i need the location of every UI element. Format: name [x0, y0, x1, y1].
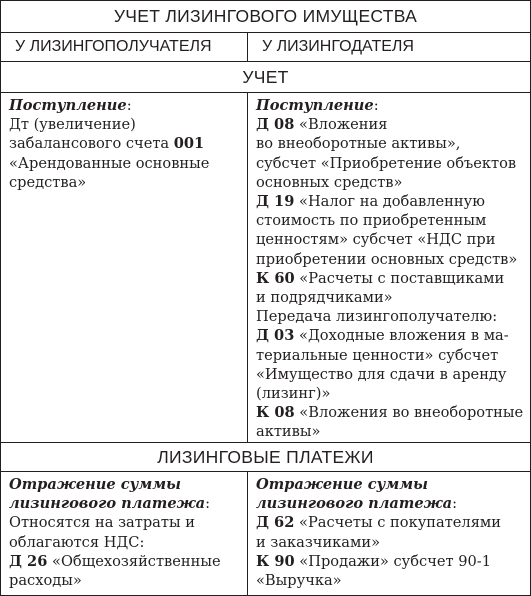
entry-line: субсчет «Приобретение объектов — [256, 154, 517, 172]
lessor-receipt-cell — [248, 93, 530, 442]
column-header-lessor: У ЛИЗИНГОДАТЕЛЯ — [262, 38, 414, 55]
entry-line: Передача лизингополучателю: — [256, 308, 498, 326]
section-payments-heading: ЛИЗИНГОВЫЕ ПЛАТЕЖИ — [1, 443, 530, 472]
section-accounting-heading: УЧЕТ — [1, 62, 530, 93]
section-payments-body — [1, 472, 530, 595]
cell-heading: Поступление: — [9, 97, 132, 114]
entry-lines — [256, 513, 530, 590]
cell-heading-line1: Отражение суммы — [9, 476, 181, 493]
entry-line: средства» — [9, 173, 87, 191]
entry-line: приобретении основных средств» — [256, 250, 518, 268]
entry-line: «Выручка» — [256, 572, 342, 590]
column-header-lessee: У ЛИЗИНГОПОЛУЧАТЕЛЯ — [15, 38, 212, 55]
entry-line: стоимость по приобретенным — [256, 212, 487, 230]
section-accounting-body — [1, 93, 530, 443]
column-headers — [1, 33, 530, 62]
entry-line: Д 08 «Вложения — [256, 116, 388, 134]
entry-line: забалансового счета 001 — [9, 135, 205, 153]
entry-line: Д 26 «Общехозяйственные — [9, 552, 221, 570]
cell-heading-line2: лизингового платежа: — [256, 495, 458, 513]
entry-line: «Арендованные основные — [9, 154, 210, 172]
cell-heading: Поступление: — [256, 97, 379, 114]
entry-line: Д 62 «Расчеты с покупателями — [256, 514, 501, 532]
entry-line: К 08 «Вложения во внеоборотные — [256, 404, 524, 422]
entry-line: и подрядчиками» — [256, 289, 393, 307]
entry-lines — [256, 115, 530, 441]
entry-line: Относятся на затраты и — [9, 514, 195, 532]
entry-line: и заказчиками» — [256, 533, 381, 551]
lessee-receipt-cell — [1, 93, 255, 442]
entry-line: ценностям» субсчет «НДС при — [256, 231, 496, 249]
entry-line: «Имущество для сдачи в аренду — [256, 365, 507, 383]
lessor-payment-cell — [248, 472, 530, 595]
entry-line: активы» — [256, 423, 321, 441]
entry-line: Д 19 «Налог на добавленную — [256, 193, 485, 211]
entry-line: основных средств» — [256, 173, 403, 191]
entry-line: К 60 «Расчеты с поставщиками — [256, 269, 505, 287]
cell-heading-line1: Отражение суммы — [256, 476, 428, 493]
table-title: УЧЕТ ЛИЗИНГОВОГО ИМУЩЕСТВА — [1, 1, 530, 33]
entry-line: облагаются НДС: — [9, 533, 145, 551]
entry-line: (лизинг)» — [256, 385, 331, 403]
entry-line: К 90 «Продажи» субсчет 90-1 — [256, 552, 492, 570]
entry-lines — [9, 513, 255, 590]
entry-line: во внеоборотные активы», — [256, 135, 461, 153]
entry-line: териальные ценности» субсчет — [256, 346, 499, 364]
entry-line: Д 03 «Доходные вложения в ма- — [256, 327, 509, 345]
entry-line: расходы» — [9, 572, 82, 590]
entry-lines — [9, 115, 255, 192]
cell-heading-line2: лизингового платежа: — [9, 495, 211, 513]
entry-line: Дт (увеличение) — [9, 116, 136, 134]
lessee-payment-cell — [1, 472, 255, 595]
